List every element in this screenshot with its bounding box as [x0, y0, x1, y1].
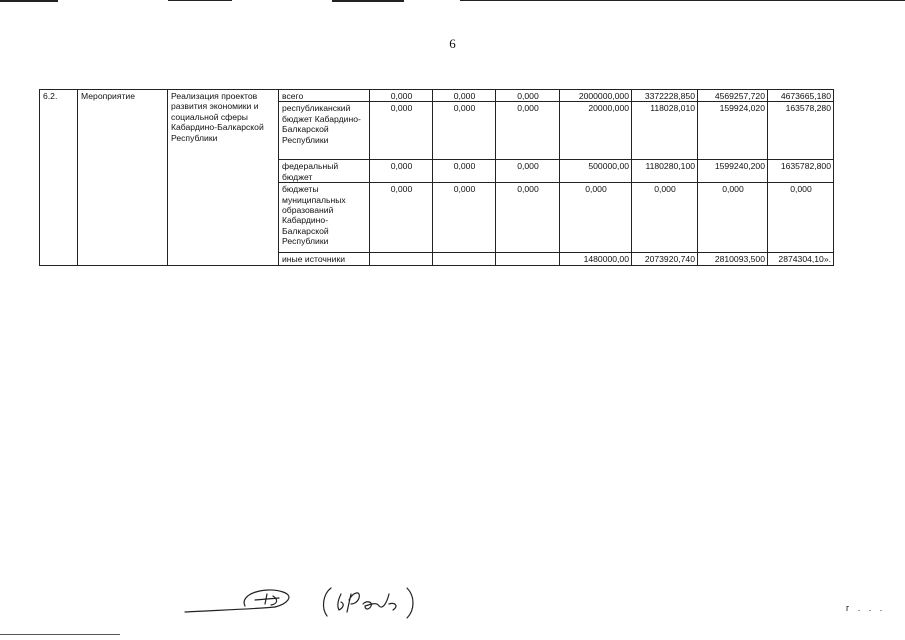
- value-cell: 1480000,00: [560, 253, 632, 265]
- value-cell: 0,000: [433, 90, 496, 102]
- row-index: 6.2.: [40, 90, 78, 266]
- source-label: иные источники: [279, 253, 370, 265]
- value-cell: [370, 253, 433, 265]
- source-label: республиканский бюджет Кабардино-Балкарской Республики: [279, 102, 370, 160]
- value-cell: 0,000: [370, 102, 433, 160]
- value-cell: 0,000: [496, 102, 560, 160]
- value-cell: 0,000: [632, 183, 698, 253]
- value-cell: 1635782,800: [768, 160, 834, 183]
- source-label: бюджеты муниципальных образований Кабардино-Балкарской Республики: [279, 183, 370, 253]
- value-cell: 0,000: [370, 183, 433, 253]
- value-cell: 0,000: [433, 160, 496, 183]
- value-cell: 2810093,500: [698, 253, 768, 265]
- value-cell: 2073920,740: [632, 253, 698, 265]
- value-cell: 2874304,10».: [768, 253, 834, 265]
- source-label: всего: [279, 90, 370, 102]
- value-cell: 4673665,180: [768, 90, 834, 102]
- value-cell: 118028,010: [632, 102, 698, 160]
- corner-mark: г . . .: [846, 603, 886, 613]
- signature: [183, 580, 443, 636]
- value-cell: 0,000: [496, 160, 560, 183]
- top-rule-1: [0, 0, 58, 2]
- row-title: Реализация проектов развития экономики и социальной сферы Кабардино-Балкарской Республики: [168, 90, 279, 266]
- value-cell: 0,000: [698, 183, 768, 253]
- top-rule-2: [168, 0, 232, 1]
- top-rule-3: [332, 0, 404, 2]
- value-cell: 2000000,000: [560, 90, 632, 102]
- value-cell: 0,000: [370, 160, 433, 183]
- value-cell: 159924,020: [698, 102, 768, 160]
- value-cell: 0,000: [370, 90, 433, 102]
- value-cell: 1599240,200: [698, 160, 768, 183]
- value-cell: [433, 253, 496, 265]
- table-row: [40, 90, 834, 102]
- value-cell: 20000,000: [560, 102, 632, 160]
- value-cell: [496, 253, 560, 265]
- value-cell: 500000,00: [560, 160, 632, 183]
- page-number: 6: [449, 36, 456, 51]
- value-cell: 0,000: [496, 183, 560, 253]
- value-cell: 4569257,720: [698, 90, 768, 102]
- value-cell: 0,000: [433, 183, 496, 253]
- value-cell: 1180280,100: [632, 160, 698, 183]
- value-cell: 0,000: [768, 183, 834, 253]
- value-cell: 0,000: [560, 183, 632, 253]
- top-rule-4: [460, 0, 905, 1]
- source-label: федеральный бюджет: [279, 160, 370, 183]
- value-cell: 163578,280: [768, 102, 834, 160]
- value-cell: 0,000: [433, 102, 496, 160]
- bottom-rule: [0, 634, 120, 635]
- row-kind: Мероприятие: [78, 90, 168, 266]
- value-cell: 3372228,850: [632, 90, 698, 102]
- budget-table: [39, 89, 834, 266]
- value-cell: 0,000: [496, 90, 560, 102]
